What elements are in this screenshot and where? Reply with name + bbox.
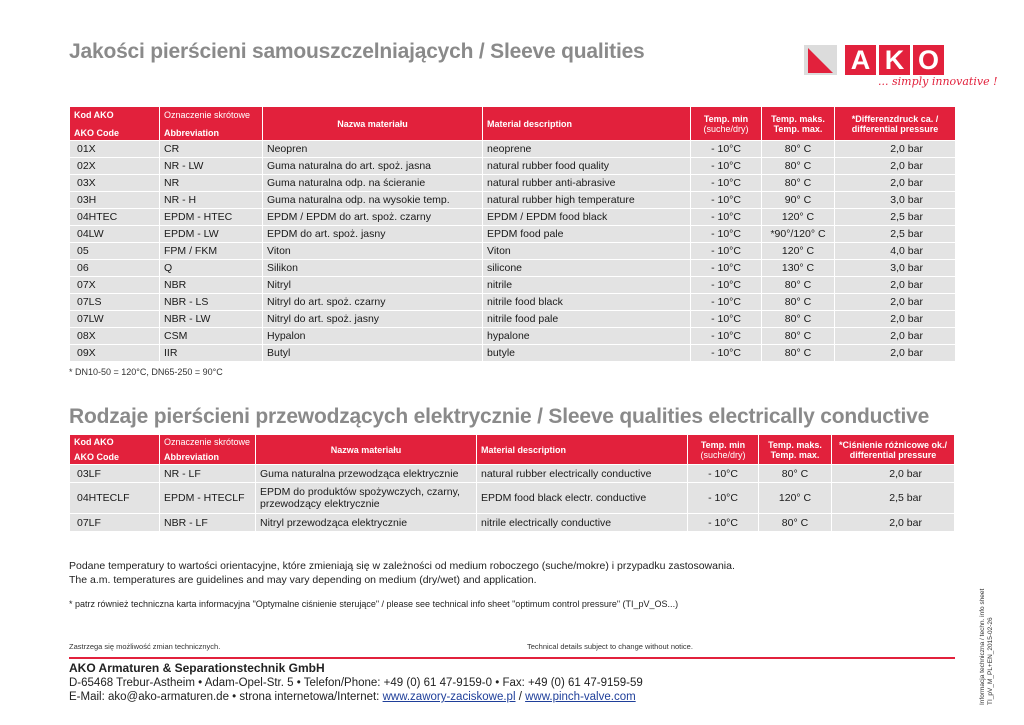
table-row [70, 345, 955, 361]
cell-pressure: 2,0 bar [832, 465, 954, 482]
cell-material-name: Nitryl przewodząca elektrycznie [256, 514, 476, 531]
cell-material-name: Neopren [263, 141, 482, 157]
page-title: Jakości pierścieni samouszczelniających / Sleeve qualities [69, 40, 645, 63]
cell-pressure: 2,0 bar [835, 311, 955, 327]
cell-temp-max: 80° C [762, 158, 834, 174]
header-pressure: *Differenzdruck ca. / differential pressure [835, 107, 955, 140]
cell-material-name: Hypalon [263, 328, 482, 344]
section-title-conductive: Rodzaje pierścieni przewodzących elektrycznie / Sleeve qualities electrically conductive [69, 405, 930, 428]
header-material-description: Material description [483, 107, 690, 140]
cell-pressure: 2,5 bar [832, 483, 954, 513]
company-name: AKO Armaturen & Separationstechnik GmbH [69, 661, 325, 675]
cell-temp-max: 80° C [762, 277, 834, 293]
table-row [70, 483, 954, 513]
side-text-1: Informacja techniczna / techn. info sheet [979, 588, 986, 705]
cell-temp-min: - 10°C [691, 345, 761, 361]
table-row [70, 243, 955, 259]
link-separator: / [515, 691, 526, 703]
cell-code: 01X [70, 141, 159, 157]
cell-material-name: Butyl [263, 345, 482, 361]
table-row [70, 465, 954, 482]
table-header-row [70, 107, 955, 140]
cell-temp-max: 80° C [759, 465, 831, 482]
header-pressure: *Ciśnienie różnicowe ok./ differential pressure [832, 435, 954, 464]
cell-code: 07LW [70, 311, 159, 327]
cell-material-description: Viton [483, 243, 690, 259]
cell-code: 04HTEC [70, 209, 159, 225]
cell-pressure: 2,0 bar [835, 141, 955, 157]
cell-material-description: butyle [483, 345, 690, 361]
footnote: * DN10-50 = 120°C, DN65-250 = 90°C [69, 367, 223, 377]
cell-abbreviation: NR - LF [160, 465, 255, 482]
cell-temp-max: 120° C [762, 243, 834, 259]
cell-pressure: 2,5 bar [835, 209, 955, 225]
link-pinch-valve[interactable]: www.pinch-valve.com [525, 691, 636, 703]
header-code: Kod AKO AKO Code [70, 435, 159, 464]
cell-abbreviation: NBR - LF [160, 514, 255, 531]
cell-material-name: Nitryl do art. spoż. czarny [263, 294, 482, 310]
header-temp-min: Temp. min (suche/dry) [688, 435, 758, 464]
cell-material-name: Guma naturalna przewodząca elektrycznie [256, 465, 476, 482]
cell-material-description: natural rubber electrically conductive [477, 465, 687, 482]
cell-temp-max: 80° C [762, 328, 834, 344]
link-zawory[interactable]: www.zawory-zaciskowe.pl [382, 691, 516, 703]
cell-pressure: 3,0 bar [835, 192, 955, 208]
cell-material-name: EPDM / EPDM do art. spoż. czarny [263, 209, 482, 225]
conductive-sleeve-table [69, 434, 955, 532]
email-text: E-Mail: ako@ako-armaturen.de • strona internetowa/Internet: [69, 691, 383, 703]
header-material-description: Material description [477, 435, 687, 464]
cell-temp-min: - 10°C [691, 294, 761, 310]
cell-temp-max: 80° C [762, 311, 834, 327]
company-address: D-65468 Trebur-Astheim • Adam-Opel-Str. 5 • Telefon/Phone: +49 (0) 61 47-9159-0 • Fax: +49 (0) 61 47-9159-59 [69, 677, 643, 689]
cell-temp-max: 80° C [762, 175, 834, 191]
cell-material-description: EPDM food pale [483, 226, 690, 242]
cell-material-name: Silikon [263, 260, 482, 276]
header-abbreviation: Oznaczenie skrótowe Abbreviation [160, 107, 262, 140]
cell-material-description: natural rubber food quality [483, 158, 690, 174]
cell-temp-min: - 10°C [691, 158, 761, 174]
cell-material-description: nitrile electrically conductive [477, 514, 687, 531]
cell-pressure: 2,0 bar [832, 514, 954, 531]
table-header-row [70, 435, 954, 464]
cell-temp-min: - 10°C [688, 514, 758, 531]
cell-pressure: 2,0 bar [835, 345, 955, 361]
cell-temp-max: 80° C [759, 514, 831, 531]
cell-code: 07LF [70, 514, 159, 531]
cell-temp-min: - 10°C [691, 192, 761, 208]
temperature-note-en: The a.m. temperatures are guidelines and may vary depending on medium (dry/wet) and application. [69, 574, 537, 586]
cell-temp-min: - 10°C [691, 260, 761, 276]
table-row [70, 175, 955, 191]
table-row [70, 141, 955, 157]
cell-material-name: EPDM do art. spoż. jasny [263, 226, 482, 242]
logo-letter-a: A [845, 45, 876, 75]
cell-material-name: Guma naturalna do art. spoż. jasna [263, 158, 482, 174]
cell-code: 03X [70, 175, 159, 191]
cell-code: 08X [70, 328, 159, 344]
cell-abbreviation: NR - H [160, 192, 262, 208]
table-row [70, 209, 955, 225]
cell-pressure: 3,0 bar [835, 260, 955, 276]
cell-abbreviation: NR [160, 175, 262, 191]
table-row [70, 192, 955, 208]
cell-temp-max: 90° C [762, 192, 834, 208]
side-text-2: TI_pV_M_PL+EN_2015-02-26 [987, 617, 994, 705]
table-row [70, 260, 955, 276]
cell-temp-max: 130° C [762, 260, 834, 276]
cell-material-name: Nitryl do art. spoż. jasny [263, 311, 482, 327]
company-contact [69, 691, 636, 703]
triangle-logo-icon [804, 45, 837, 75]
cell-code: 02X [70, 158, 159, 174]
cell-abbreviation: NR - LW [160, 158, 262, 174]
header-material-name: Nazwa materiału [263, 107, 482, 140]
cell-temp-min: - 10°C [688, 483, 758, 513]
cell-abbreviation: Q [160, 260, 262, 276]
header-temp-max: Temp. maks. Temp. max. [762, 107, 834, 140]
table-row [70, 294, 955, 310]
side-document-id [971, 575, 1001, 705]
cell-abbreviation: CR [160, 141, 262, 157]
cell-temp-max: 80° C [762, 345, 834, 361]
table-row [70, 158, 955, 174]
sleeve-qualities-table [69, 106, 956, 362]
cell-temp-max: 120° C [762, 209, 834, 225]
cell-code: 04HTECLF [70, 483, 159, 513]
cell-code: 09X [70, 345, 159, 361]
cell-code: 04LW [70, 226, 159, 242]
cell-temp-min: - 10°C [691, 328, 761, 344]
cell-code: 03LF [70, 465, 159, 482]
cell-material-description: nitrile food black [483, 294, 690, 310]
cell-code: 03H [70, 192, 159, 208]
cell-material-description: neoprene [483, 141, 690, 157]
logo-letter-o: O [913, 45, 944, 75]
table-row [70, 328, 955, 344]
cell-temp-min: - 10°C [691, 141, 761, 157]
cell-code: 07X [70, 277, 159, 293]
cell-abbreviation: NBR - LS [160, 294, 262, 310]
cell-temp-min: - 10°C [691, 175, 761, 191]
logo-slogan: ... simply innovative ! [878, 75, 998, 88]
cell-temp-max: 80° C [762, 141, 834, 157]
cell-material-description: EPDM / EPDM food black [483, 209, 690, 225]
cell-abbreviation: EPDM - HTEC [160, 209, 262, 225]
cell-pressure: 2,5 bar [835, 226, 955, 242]
footer-divider [69, 657, 955, 659]
table-row [70, 311, 955, 327]
cell-abbreviation: CSM [160, 328, 262, 344]
cell-temp-min: - 10°C [691, 209, 761, 225]
cell-pressure: 2,0 bar [835, 294, 955, 310]
ako-logo [804, 45, 998, 95]
cell-pressure: 4,0 bar [835, 243, 955, 259]
temperature-note-pl: Podane temperatury to wartości orientacyjne, które zmieniają się w zależności od medium roboczego (suche/mokre) i przypadku zastosowania. [69, 560, 735, 572]
cell-material-name: EPDM do produktów spożywczych, czarny, przewodzący elektrycznie [256, 483, 476, 513]
header-temp-max: Temp. maks. Temp. max. [759, 435, 831, 464]
cell-pressure: 2,0 bar [835, 175, 955, 191]
cell-material-description: natural rubber high temperature [483, 192, 690, 208]
header-code: Kod AKO AKO Code [70, 107, 159, 140]
cell-abbreviation: EPDM - LW [160, 226, 262, 242]
cell-material-description: natural rubber anti-abrasive [483, 175, 690, 191]
cell-abbreviation: NBR [160, 277, 262, 293]
header-material-name: Nazwa materiału [256, 435, 476, 464]
table-row [70, 277, 955, 293]
cell-material-description: hypalone [483, 328, 690, 344]
cell-material-description: silicone [483, 260, 690, 276]
cell-material-name: Guma naturalna odp. na ścieranie [263, 175, 482, 191]
cell-abbreviation: NBR - LW [160, 311, 262, 327]
cell-material-name: Viton [263, 243, 482, 259]
cell-temp-min: - 10°C [688, 465, 758, 482]
cell-abbreviation: EPDM - HTECLF [160, 483, 255, 513]
cell-pressure: 2,0 bar [835, 328, 955, 344]
cell-temp-max: *90°/120° C [762, 226, 834, 242]
cell-temp-min: - 10°C [691, 277, 761, 293]
header-abbreviation: Oznaczenie skrótowe Abbreviation [160, 435, 255, 464]
cell-material-description: nitrile [483, 277, 690, 293]
pressure-reference-note: * patrz również techniczna karta informacyjna "Optymalne ciśnienie sterujące" / please see technical info sheet "optimum control pressure" (TI_pV_OS...) [69, 599, 679, 609]
cell-temp-min: - 10°C [691, 243, 761, 259]
table-row [70, 514, 954, 531]
cell-abbreviation: FPM / FKM [160, 243, 262, 259]
cell-code: 05 [70, 243, 159, 259]
cell-material-name: Nitryl [263, 277, 482, 293]
cell-temp-min: - 10°C [691, 226, 761, 242]
change-reservation-pl: Zastrzega się możliwość zmian technicznych. [69, 642, 221, 651]
cell-material-description: EPDM food black electr. conductive [477, 483, 687, 513]
cell-abbreviation: IIR [160, 345, 262, 361]
cell-pressure: 2,0 bar [835, 158, 955, 174]
cell-material-description: nitrile food pale [483, 311, 690, 327]
header-temp-min: Temp. min (suche/dry) [691, 107, 761, 140]
cell-code: 06 [70, 260, 159, 276]
cell-temp-max: 120° C [759, 483, 831, 513]
cell-temp-max: 80° C [762, 294, 834, 310]
cell-pressure: 2,0 bar [835, 277, 955, 293]
table-row [70, 226, 955, 242]
cell-material-name: Guma naturalna odp. na wysokie temp. [263, 192, 482, 208]
change-reservation-en: Technical details subject to change without notice. [527, 642, 693, 651]
logo-letter-k: K [879, 45, 910, 75]
cell-code: 07LS [70, 294, 159, 310]
cell-temp-min: - 10°C [691, 311, 761, 327]
